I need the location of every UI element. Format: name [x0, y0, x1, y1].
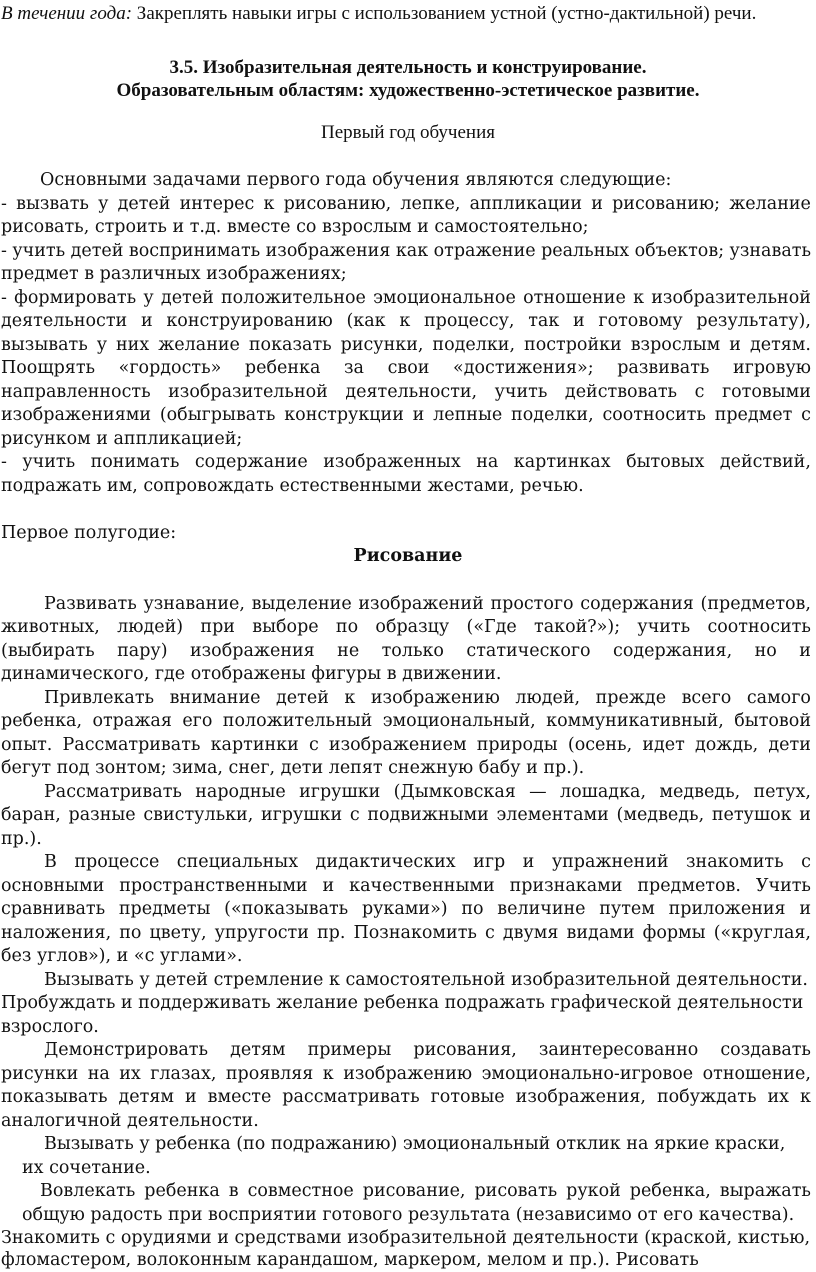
- word: предметов.: [637, 876, 741, 896]
- tasks-line: предмет в различных изображениях;: [1, 264, 347, 284]
- word: соотносить: [707, 617, 811, 637]
- word: отражение: [433, 241, 536, 261]
- word: -: [1, 241, 7, 261]
- word: свистульки,: [143, 805, 254, 825]
- tasks-line: [1, 310, 811, 333]
- word: -: [1, 288, 7, 308]
- word: содержания: [580, 594, 694, 614]
- word: пару): [117, 641, 168, 661]
- word: дети: [768, 735, 811, 755]
- word: при: [200, 617, 235, 637]
- word: Познакомить: [353, 923, 477, 943]
- word: Рассматривать: [44, 782, 182, 802]
- word: действовать: [564, 382, 678, 402]
- word: -: [1, 194, 7, 214]
- drawing-line: [40, 1180, 811, 1203]
- word: показать: [248, 335, 332, 355]
- word: с: [308, 735, 319, 755]
- section-subtitle: Образовательным областям: художественно-эстетическое развитие.: [116, 80, 700, 101]
- tasks-line: [1, 451, 811, 474]
- word: сравнивать: [1, 899, 106, 919]
- word: отношение: [523, 288, 626, 308]
- word: только: [381, 641, 444, 661]
- word: по: [335, 617, 359, 637]
- drawing-line: [44, 781, 811, 804]
- word: бытовых: [626, 452, 705, 472]
- word: и: [591, 194, 603, 214]
- word: предмет: [714, 405, 793, 425]
- word: лепные: [433, 405, 503, 425]
- word: изображения: [265, 241, 391, 261]
- drawing-line: Вызывать у ребенка (по подражанию) эмоциональный отклик на яркие краски,: [44, 1134, 786, 1154]
- word: («Где: [466, 617, 517, 637]
- drawing-line: [44, 593, 811, 616]
- word: игрушки: [299, 782, 381, 802]
- tasks-line: [1, 357, 811, 380]
- word: у: [143, 288, 154, 308]
- word: поделки,: [511, 405, 594, 425]
- word: «гордость»: [118, 358, 222, 378]
- tasks-line: [1, 287, 811, 310]
- word: детей: [117, 194, 171, 214]
- word: деятельности: [1, 311, 128, 331]
- word: величине: [497, 899, 586, 919]
- word: животных,: [1, 617, 100, 637]
- word: -: [1, 452, 7, 472]
- word: за: [344, 358, 364, 378]
- word: (Дымковская: [393, 782, 516, 802]
- word: пространственными: [119, 876, 308, 896]
- word: проявляя: [225, 1064, 314, 1084]
- word: развивать: [617, 358, 710, 378]
- word: положительный: [222, 711, 373, 731]
- word: идет: [642, 735, 685, 755]
- word: процессу,: [424, 311, 515, 331]
- word: простого: [490, 594, 574, 614]
- word: побуждать: [656, 1087, 757, 1107]
- word: —: [529, 782, 547, 802]
- word: формировать: [14, 288, 137, 308]
- tasks-line: подражать им, сопровождать естественными жестами, речью.: [1, 476, 584, 496]
- word: природы: [476, 735, 558, 755]
- word: людей,: [515, 688, 581, 708]
- word: его: [182, 711, 213, 731]
- word: статического: [466, 641, 591, 661]
- word: постройки: [524, 335, 622, 355]
- word: рисования,: [413, 1040, 517, 1060]
- word: рисованию;: [612, 194, 721, 214]
- tasks-line: [1, 240, 811, 263]
- word: и: [799, 805, 811, 825]
- word: не: [337, 641, 360, 661]
- drawing-line: [44, 851, 811, 874]
- word: на: [87, 1064, 110, 1084]
- word: качественными: [349, 876, 495, 896]
- word: «достижения»;: [453, 358, 594, 378]
- word: рисовать: [474, 1181, 558, 1201]
- word: положительное: [221, 288, 366, 308]
- word: упругости: [214, 923, 309, 943]
- word: прежде: [595, 688, 667, 708]
- word: игрушки: [260, 805, 343, 825]
- word: народные: [195, 782, 286, 802]
- word: картинки: [210, 735, 299, 755]
- word: медведь,: [659, 782, 741, 802]
- word: Развивать: [44, 594, 137, 614]
- word: детей: [70, 241, 124, 261]
- word: Поощрять: [1, 358, 96, 378]
- word: и: [140, 311, 153, 331]
- intro-line: [1, 2, 756, 25]
- word: изображением: [328, 735, 467, 755]
- word: и: [573, 311, 585, 331]
- word: свои: [387, 358, 430, 378]
- word: рисунки: [1, 1064, 79, 1084]
- word: изображенных: [323, 452, 461, 472]
- word: изобразительной: [168, 382, 328, 402]
- word: вызывать: [1, 335, 88, 355]
- word: объектов;: [634, 241, 725, 261]
- half-year-label: Первое полугодие:: [1, 523, 177, 543]
- word: всего: [681, 688, 732, 708]
- word: выражать: [719, 1181, 811, 1201]
- drawing-heading: Рисование: [353, 546, 463, 566]
- drawing-line: [1, 875, 811, 898]
- word: аппликации: [469, 194, 583, 214]
- word: самого: [746, 688, 811, 708]
- word: Рассматривать: [62, 735, 201, 755]
- drawing-line: бегут под зонтом; зима, снег, дети лепят снежную бабу и пр.).: [1, 758, 585, 778]
- word: к: [633, 288, 644, 308]
- word: ребенка: [144, 1181, 220, 1201]
- drawing-line: взрослого.: [1, 1017, 99, 1037]
- word: картинках: [513, 452, 611, 472]
- word: и: [184, 1087, 197, 1107]
- word: желание: [158, 335, 240, 355]
- word: с: [349, 805, 360, 825]
- word: такой?»);: [534, 617, 621, 637]
- word: рисованию,: [283, 194, 392, 214]
- word: петушок: [711, 805, 792, 825]
- word: (выбирать: [1, 641, 95, 661]
- drawing-line: [44, 687, 811, 710]
- drawing-line: Знакомить с орудиями и средствами изобразительной деятельности (краской, кистью,: [1, 1228, 811, 1248]
- word: наложения,: [1, 923, 112, 943]
- word: детей: [276, 688, 329, 708]
- word: выделение: [251, 594, 352, 614]
- word: детям: [230, 1040, 286, 1060]
- word: элементами: [496, 805, 609, 825]
- word: и: [522, 852, 535, 872]
- drawing-line: Вызывать у детей стремление к самостоятельной изобразительной деятельности.: [44, 970, 808, 990]
- word: содержание: [194, 452, 308, 472]
- word: разные: [68, 805, 136, 825]
- tasks-line: рисовать, строить и т.д. вместе со взрослым и самостоятельно;: [1, 217, 589, 237]
- word: («круглая,: [713, 923, 811, 943]
- word: в: [228, 1181, 239, 1201]
- word: глазах,: [150, 1064, 217, 1084]
- word: создавать: [720, 1040, 811, 1060]
- word: у: [98, 194, 109, 214]
- intro-label: В течении года:: [1, 3, 133, 24]
- word: с: [484, 923, 495, 943]
- word: с: [801, 405, 811, 425]
- word: и: [799, 899, 811, 919]
- word: реальных: [541, 241, 630, 261]
- word: дождь,: [694, 735, 759, 755]
- intro-text: Закреплять навыки игры с использованием устной (устно-дактильной) речи.: [132, 3, 757, 24]
- word: двумя: [502, 923, 559, 943]
- word: примеры: [307, 1040, 392, 1060]
- word: узнавать: [729, 241, 811, 261]
- tasks-line: [1, 381, 811, 404]
- word: узнавание,: [143, 594, 245, 614]
- word: выборе: [252, 617, 319, 637]
- word: рассматривать: [282, 1087, 420, 1107]
- word: к: [800, 1087, 811, 1107]
- drawing-line: [1, 734, 811, 757]
- word: учить: [12, 241, 66, 261]
- word: и: [799, 641, 811, 661]
- word: как: [395, 241, 429, 261]
- word: соотносить: [602, 405, 706, 425]
- word: детям: [118, 1087, 174, 1107]
- word: игровую: [733, 358, 811, 378]
- word: предметы: [118, 899, 211, 919]
- word: конструированию: [166, 311, 333, 331]
- drawing-line: [1, 710, 811, 733]
- word: Демонстрировать: [44, 1040, 208, 1060]
- drawing-line: [1, 922, 811, 945]
- word: процессе: [74, 852, 160, 872]
- word: результату),: [696, 311, 811, 331]
- drawing-line: фломастером, волоконным карандашом, маркером, мелом и пр.). Рисовать: [1, 1250, 699, 1270]
- drawing-line: пр.).: [1, 829, 42, 849]
- drawing-line: Пробуждать и поддерживать желание ребенка подражать графической деятельности: [1, 993, 804, 1013]
- word: с: [694, 382, 705, 402]
- word: петух,: [753, 782, 811, 802]
- word: показывать: [1, 1087, 108, 1107]
- word: формы: [642, 923, 706, 943]
- word: учить: [494, 382, 548, 402]
- word: но: [754, 641, 777, 661]
- word: внимание: [169, 688, 261, 708]
- word: людей): [117, 617, 184, 637]
- drawing-line: общую радость при восприятии готового результата (независимо от его качества).: [22, 1205, 795, 1225]
- word: Вовлекать: [40, 1181, 136, 1201]
- drawing-line: динамического, где отображены фигуры в движении.: [1, 664, 502, 684]
- tasks-line: [1, 334, 811, 357]
- word: игр: [473, 852, 506, 872]
- tasks-intro: Основными задачами первого года обучения являются следующие:: [40, 170, 672, 190]
- tasks-line: рисунком и аппликацией;: [1, 429, 243, 449]
- word: изображений: [358, 594, 484, 614]
- word: изобразительной: [651, 288, 811, 308]
- word: вместе: [207, 1087, 272, 1107]
- drawing-line: [44, 1039, 811, 1062]
- word: готовому: [598, 311, 683, 331]
- word: готовые: [430, 1087, 505, 1107]
- word: эмоциональное: [373, 288, 516, 308]
- word: по: [461, 899, 484, 919]
- word: упражнений: [551, 852, 669, 872]
- drawing-line: их сочетание.: [22, 1158, 151, 1178]
- word: отражая: [92, 711, 172, 731]
- drawing-line: [1, 616, 811, 639]
- word: пр.: [316, 923, 346, 943]
- word: учить: [637, 617, 691, 637]
- word: рукой: [566, 1181, 621, 1201]
- word: рисование,: [362, 1181, 466, 1201]
- word: готовыми: [721, 382, 811, 402]
- word: специальных: [176, 852, 299, 872]
- word: деятельности,: [345, 382, 478, 402]
- word: желание: [729, 194, 811, 214]
- section-title: 3.5. Изобразительная деятельность и конструирование.: [169, 57, 647, 78]
- word: эмоционально-игровое: [481, 1064, 694, 1084]
- word: них: [116, 335, 150, 355]
- word: баран,: [1, 805, 61, 825]
- word: ребенка,: [629, 1181, 711, 1201]
- word: образцу: [375, 617, 450, 637]
- word: (обыгрывать: [159, 405, 276, 425]
- word: и: [729, 335, 741, 355]
- word: понимать: [90, 452, 180, 472]
- word: знакомить: [686, 852, 784, 872]
- tasks-line: [1, 404, 811, 427]
- word: и: [412, 405, 425, 425]
- year-heading: Первый год обучения: [320, 122, 495, 143]
- word: изображения: [189, 641, 315, 661]
- word: («показывать: [224, 899, 349, 919]
- word: В: [44, 852, 57, 872]
- word: рисунки,: [340, 335, 424, 355]
- drawing-line: [1, 1063, 811, 1086]
- word: лошадка,: [559, 782, 647, 802]
- word: руками»): [361, 899, 448, 919]
- word: ребенка,: [1, 711, 83, 731]
- word: дидактических: [315, 852, 456, 872]
- word: лепке,: [400, 194, 461, 214]
- drawing-line: без углов»), и «с углами».: [1, 946, 243, 966]
- word: подвижными: [367, 805, 489, 825]
- word: к: [399, 311, 411, 331]
- word: изображениями: [1, 405, 152, 425]
- word: видами: [566, 923, 635, 943]
- drawing-line: [1, 640, 811, 663]
- word: взрослым: [630, 335, 721, 355]
- word: заинтересованно: [538, 1040, 699, 1060]
- word: конструкции: [284, 405, 404, 425]
- word: Привлекать: [44, 688, 155, 708]
- word: (осень,: [567, 735, 633, 755]
- word: отношение,: [702, 1064, 811, 1084]
- word: так: [528, 311, 560, 331]
- word: изображению: [370, 688, 500, 708]
- word: содержания,: [613, 641, 733, 661]
- word: изображению: [343, 1064, 473, 1084]
- drawing-line: [1, 1086, 811, 1109]
- word: признаками: [509, 876, 623, 896]
- word: учить: [22, 452, 76, 472]
- word: (медведь,: [616, 805, 705, 825]
- word: у: [96, 335, 108, 355]
- word: Учить: [755, 876, 811, 896]
- word: их: [119, 1064, 141, 1084]
- drawing-line: [1, 804, 811, 827]
- word: вызвать: [16, 194, 89, 214]
- word: путем: [599, 899, 655, 919]
- word: совместное: [247, 1181, 354, 1201]
- word: коммуникативный,: [546, 711, 724, 731]
- word: к: [322, 1064, 334, 1084]
- word: интерес: [179, 194, 255, 214]
- word: (как: [346, 311, 386, 331]
- word: детям.: [749, 335, 811, 355]
- word: на: [476, 452, 499, 472]
- word: эмоциональный,: [382, 711, 536, 731]
- word: изображения,: [515, 1087, 646, 1107]
- word: цвету,: [149, 923, 207, 943]
- tasks-line: [1, 193, 811, 216]
- drawing-line: [1, 898, 811, 921]
- word: действий,: [719, 452, 811, 472]
- word: детей: [160, 288, 214, 308]
- word: бытовой: [734, 711, 811, 731]
- word: приложения: [668, 899, 786, 919]
- drawing-line: аналогичной деятельности.: [1, 1111, 259, 1131]
- word: направленность: [1, 382, 151, 402]
- word: по: [119, 923, 142, 943]
- word: и: [322, 876, 335, 896]
- word: поделки,: [432, 335, 516, 355]
- word: опыт.: [1, 735, 53, 755]
- word: ребенка: [244, 358, 321, 378]
- word: основными: [1, 876, 105, 896]
- word: к: [263, 194, 275, 214]
- word: (предметов,: [700, 594, 811, 614]
- word: воспринимать: [128, 241, 261, 261]
- word: с: [801, 852, 811, 872]
- word: их: [767, 1087, 790, 1107]
- word: к: [344, 688, 356, 708]
